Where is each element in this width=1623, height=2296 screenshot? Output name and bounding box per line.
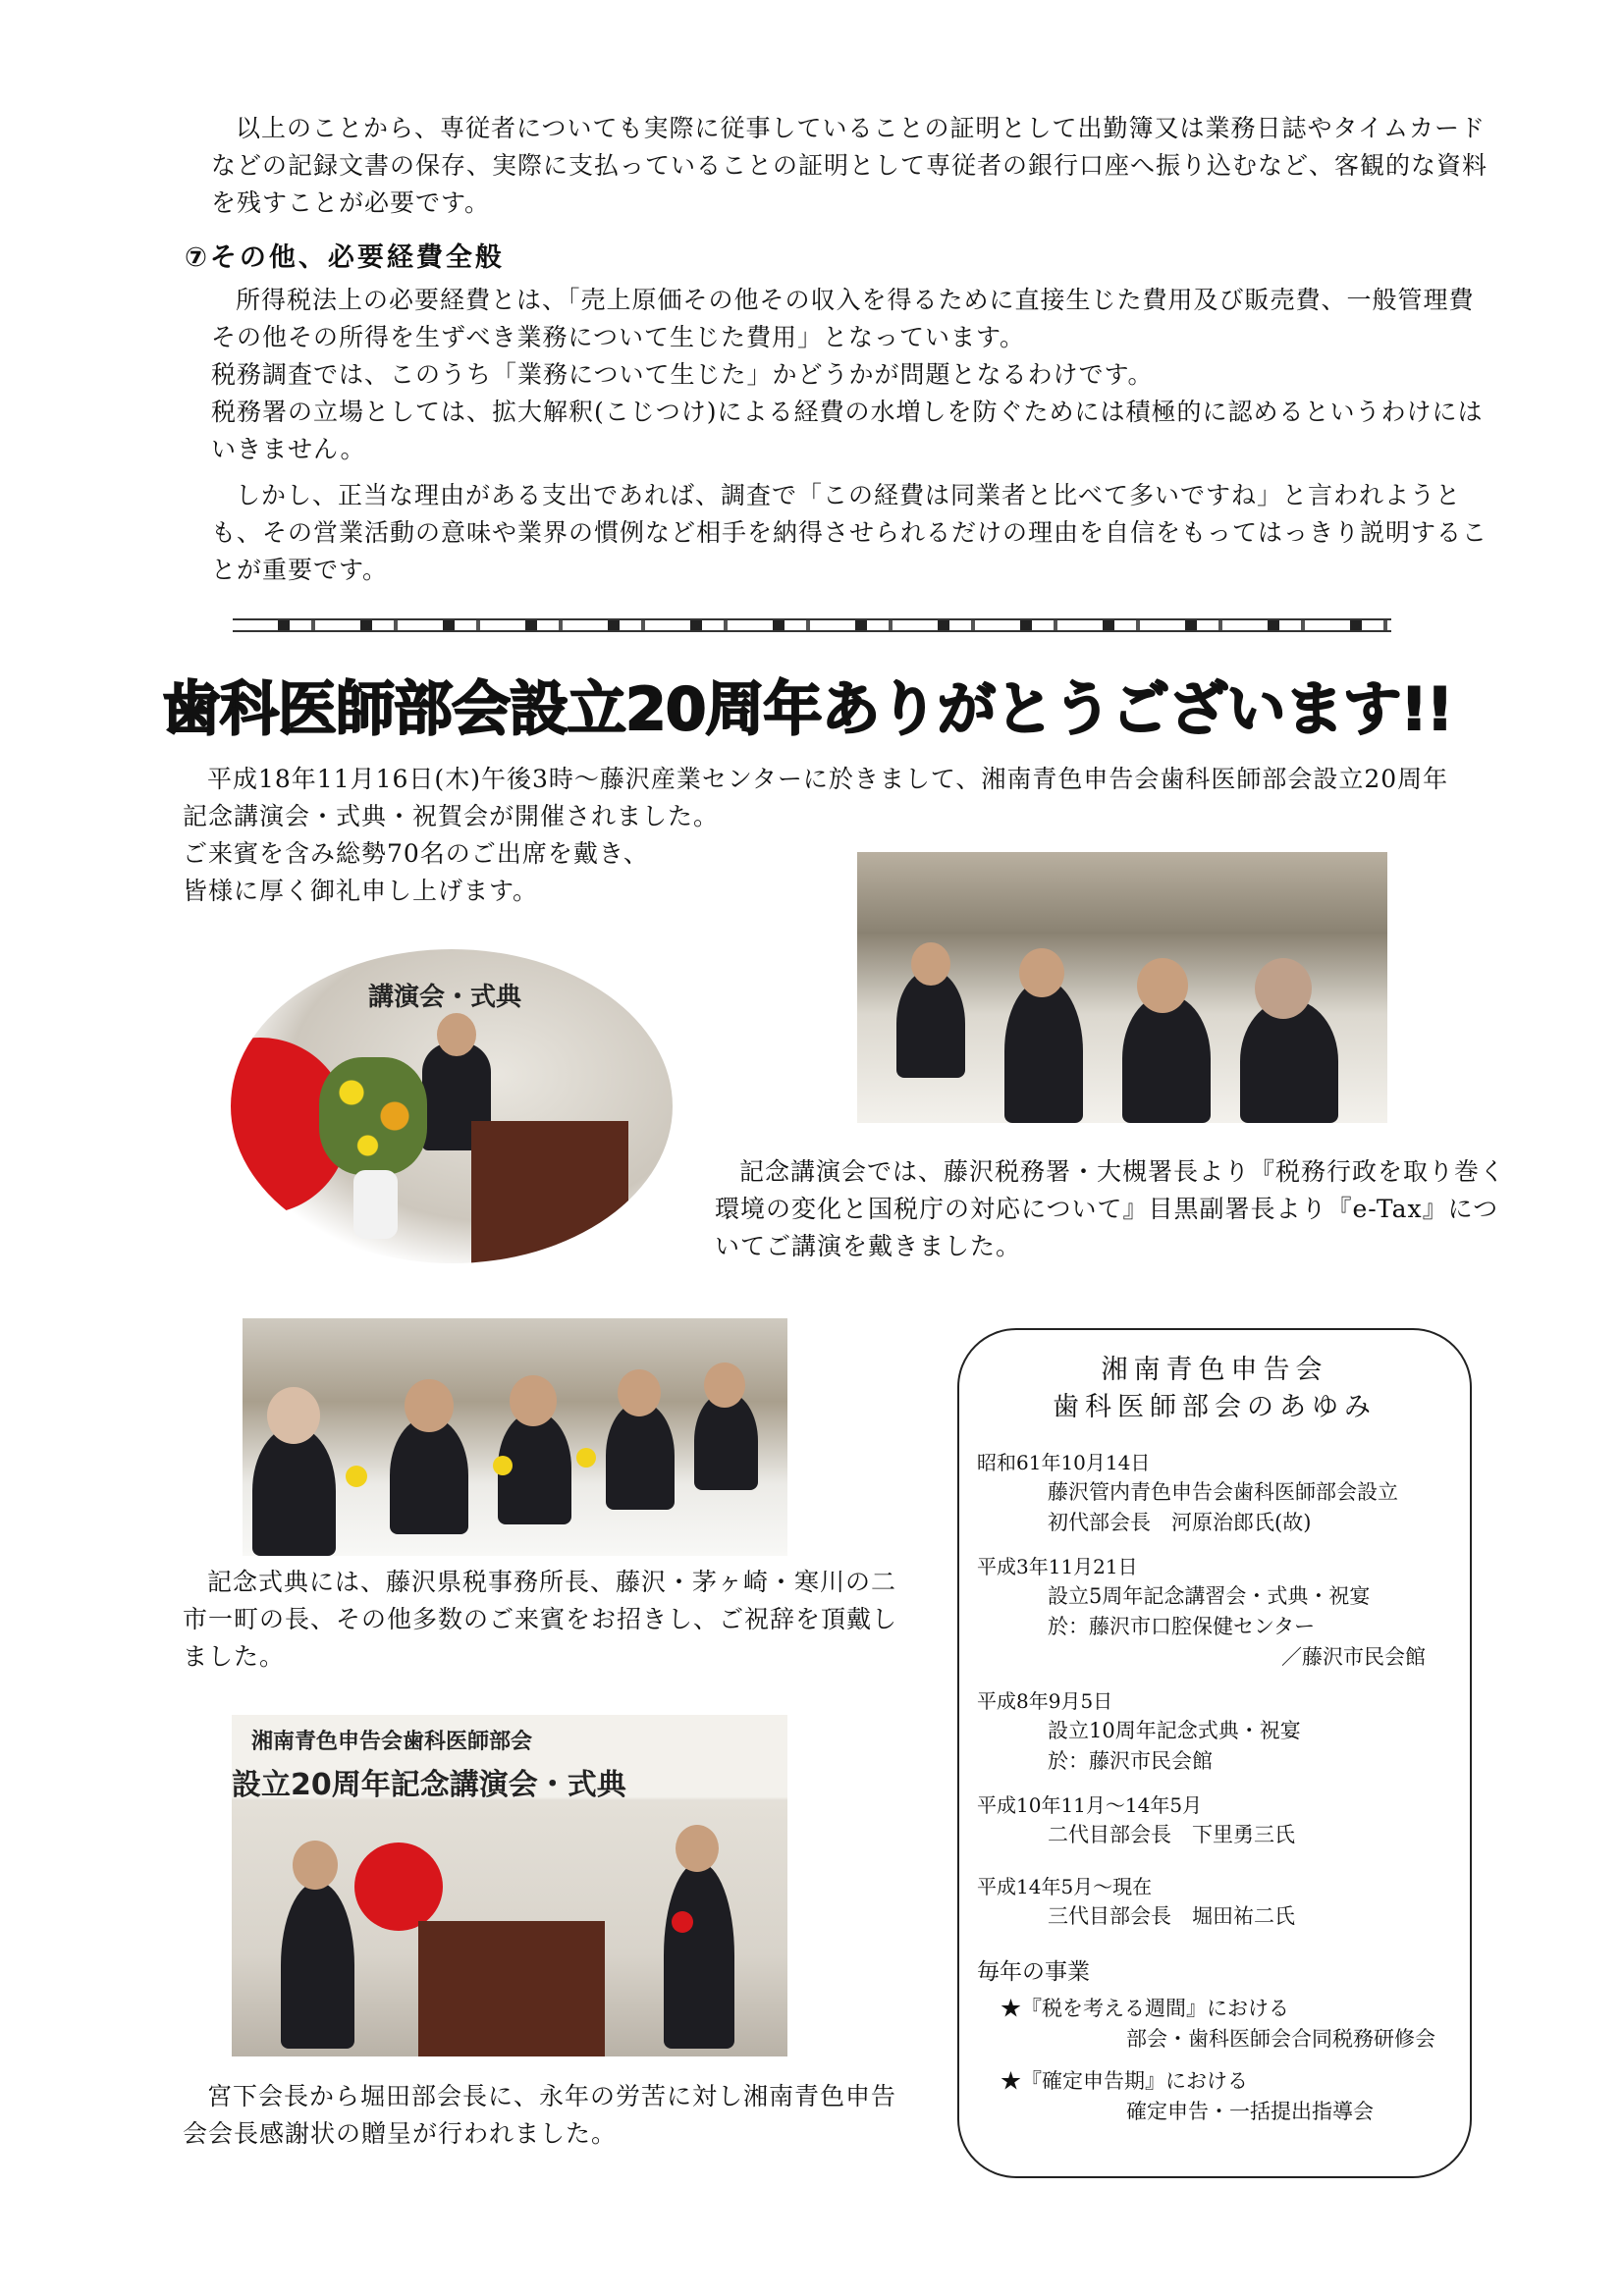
presenter-figure	[281, 1882, 354, 2049]
history-entry-line: 設立5周年記念講習会・式典・祝宴	[1048, 1584, 1371, 1608]
thanks-line2: 皆様に厚く御礼申し上げます。	[183, 877, 539, 905]
guest-figure	[390, 1416, 468, 1534]
history-entry	[977, 1790, 1468, 1850]
presenter-head	[293, 1841, 338, 1890]
event-intro-paragraph: 平成18年11月16日(木)午後3時～藤沢産業センターに於きまして、湘南青色申告会歯科医師部会設立20周年記念講演会・式典・祝賀会が開催されました。	[183, 765, 1449, 830]
annual-event	[977, 2066, 1468, 2127]
podium-photo-banner-text: 講演会・式典	[368, 983, 522, 1012]
award-photo-banner-line2: 設立20周年記念講演会・式典	[232, 1768, 626, 1802]
annual-event	[977, 1994, 1468, 2055]
history-entry-line: 初代部会長 河原治郎氏(故)	[1048, 1511, 1312, 1534]
annual-event-detail: 部会・歯科医師会合同税務研修会	[1126, 2027, 1435, 2051]
audience-photo	[857, 852, 1387, 1123]
vase	[353, 1170, 398, 1239]
history-entry-date: 平成3年11月21日	[977, 1555, 1138, 1578]
award-photo	[232, 1715, 787, 2056]
attendee-head	[911, 942, 950, 986]
decorative-divider	[233, 618, 1391, 632]
ceremony-paragraph: 記念式典には、藤沢県税事務所長、藤沢・茅ヶ崎・寒川の二市一町の長、その他多数のご来賓をお招きし、ご祝辞を頂戴しました。	[183, 1568, 898, 1671]
award-lectern	[418, 1921, 605, 2056]
corsage	[576, 1448, 596, 1468]
annual-events-heading: 毎年の事業	[977, 1959, 1090, 1985]
recipient-head	[676, 1825, 719, 1872]
anniversary-banner: 歯科医師部会設立20周年ありがとうございます!!	[162, 675, 1453, 744]
attendee-figure	[896, 970, 965, 1078]
history-entry-line: 藤沢管内青色申告会歯科医師部会設立	[1048, 1480, 1398, 1504]
section7-heading: ⑦その他、必要経費全般	[185, 242, 505, 273]
annual-event-title: ★『税を考える週間』における	[1001, 1997, 1289, 2020]
history-box	[957, 1328, 1472, 2178]
guest-figure	[606, 1402, 675, 1510]
intro-paragraph: 以上のことから、専従者についても実際に従事していることの証明として出勤簿又は業務日誌やタイムカードなどの記録文書の保存、実際に支払っていることの証明として専従者の銀行口座へ振り込むなど、客観的な資料を残すことが必要です。	[211, 114, 1488, 217]
award-photo-banner-line1: 湘南青色申告会歯科医師部会	[251, 1730, 533, 1754]
annual-event-detail: 確定申告・一括提出指導会	[1126, 2100, 1374, 2123]
history-entry	[977, 1448, 1468, 1538]
section7-paragraph2: 税務調査では、このうち「業務について生じた」かどうかが問題となるわけです。	[211, 360, 1154, 389]
history-entry-date: 昭和61年10月14日	[977, 1451, 1151, 1474]
history-entry-date: 平成8年9月5日	[977, 1689, 1113, 1713]
history-entry	[977, 1552, 1468, 1673]
speaker-head	[437, 1013, 476, 1056]
attendee-head	[1019, 948, 1064, 997]
section7-paragraph4: しかし、正当な理由がある支出であれば、調査で「この経費は同業者と比べて多いですね」と言われようとも、その営業活動の意味や業界の慣例など相手を納得させられるだけの理由を自信をもってはっきり説明することが重要です。	[211, 481, 1488, 584]
history-entry-line: ／藤沢市民会館	[1281, 1645, 1426, 1669]
attendee-figure	[1004, 980, 1083, 1123]
flower-arrangement	[319, 1057, 427, 1175]
podium-photo-oval	[231, 949, 673, 1263]
section7-paragraph1: 所得税法上の必要経費とは、「売上原価その他その収入を得るために直接生じた費用及び販売費、一般管理費その他その所得を生ずべき業務について生じた費用」となっています。	[211, 286, 1475, 351]
annual-event-title: ★『確定申告期』における	[1001, 2069, 1248, 2093]
guest-head	[405, 1379, 454, 1432]
thanks-line1: ご来賓を含み総勢70名のご出席を戴き、	[183, 839, 649, 868]
history-entry-line: 於：藤沢市民会館	[1048, 1749, 1213, 1773]
guest-head	[618, 1369, 661, 1416]
history-entry	[977, 1686, 1468, 1777]
guest-head	[510, 1375, 557, 1426]
award-paragraph: 宮下会長から堀田部会長に、永年の労苦に対し湘南青色申告会会長感謝状の贈呈が行われました。	[183, 2082, 897, 2148]
lecture-paragraph: 記念講演会では、藤沢税務署・大槻署長より『税務行政を取り巻く環境の変化と国税庁の対応について』目黒副署長より『e-Tax』についてご講演を戴きました。	[715, 1157, 1506, 1260]
award-rosette	[672, 1911, 693, 1933]
history-entry-line: 於：藤沢市口腔保健センター	[1048, 1615, 1316, 1638]
ceremony-guests-photo	[243, 1318, 787, 1556]
corsage	[493, 1456, 513, 1475]
recipient-figure	[664, 1862, 734, 2049]
history-entry-date: 平成10年11月～14年5月	[977, 1793, 1203, 1817]
guest-head	[267, 1387, 320, 1444]
attendee-figure	[1122, 994, 1211, 1123]
corsage	[346, 1466, 367, 1487]
attendee-head	[1137, 958, 1188, 1013]
history-entry-line: 三代目部会長 堀田祐二氏	[1048, 1904, 1295, 1928]
section7-paragraph3: 税務署の立場としては、拡大解釈(こじつけ)による経費の水増しを防ぐためには積極的に認めるというわけにはいきません。	[211, 398, 1484, 463]
guest-figure	[252, 1426, 336, 1556]
history-entry-line: 二代目部会長 下里勇三氏	[1048, 1823, 1295, 1846]
guest-head	[704, 1362, 745, 1408]
lectern	[471, 1121, 628, 1263]
history-entry-date: 平成14年5月～現在	[977, 1875, 1153, 1898]
history-entry	[977, 1872, 1468, 1932]
history-title-line2: 歯科医師部会のあゆみ	[1053, 1392, 1377, 1422]
attendee-head	[1255, 958, 1312, 1019]
rising-sun-backdrop	[354, 1842, 443, 1931]
history-entry-line: 設立10周年記念式典・祝宴	[1048, 1719, 1301, 1742]
history-title-line1: 湘南青色申告会	[1101, 1355, 1328, 1385]
